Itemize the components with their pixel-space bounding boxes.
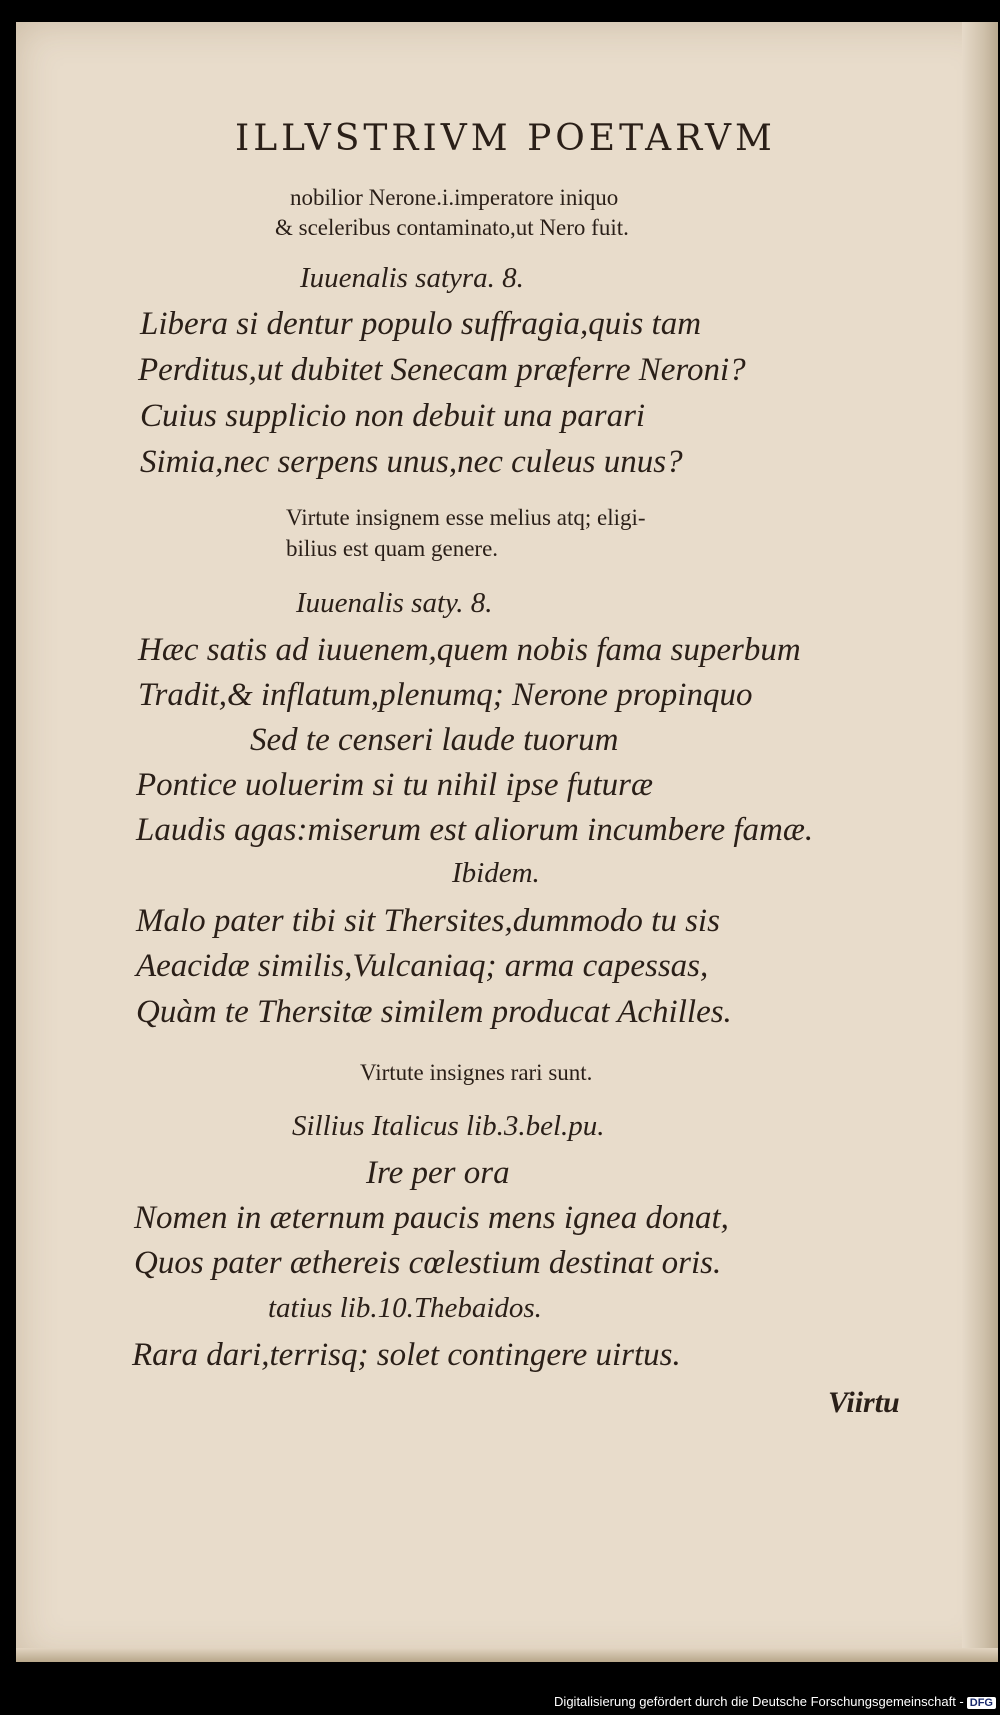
verse-line: Ire per ora bbox=[366, 1155, 510, 1191]
verse-line: Rara dari,terrisq; solet contingere uirtus. bbox=[132, 1337, 681, 1373]
verse-line: Simia,nec serpens unus,nec culeus unus? bbox=[140, 444, 683, 480]
source-heading: Iuuenalis satyra. 8. bbox=[300, 262, 524, 294]
digitization-credit bbox=[554, 1694, 996, 1709]
source-heading: Ibidem. bbox=[452, 857, 540, 889]
source-heading: tatius lib.10.Thebaidos. bbox=[268, 1292, 542, 1324]
page-gutter bbox=[962, 22, 998, 1662]
verse-line: Laudis agas:miserum est aliorum incumbere famæ. bbox=[136, 812, 814, 848]
verse-line: Nomen in æternum paucis mens ignea donat, bbox=[134, 1200, 729, 1236]
verse-line: Sed te censeri laude tuorum bbox=[250, 722, 619, 758]
credit-text: Digitalisierung gefördert durch die Deutsche Forschungsgemeinschaft - bbox=[554, 1694, 964, 1709]
verse-line: Aeacidæ similis,Vulcaniaq; arma capessas, bbox=[136, 948, 709, 984]
prose-line: Virtute insignes rari sunt. bbox=[360, 1060, 593, 1085]
running-header: ILLVSTRIVM POETARVM bbox=[235, 118, 776, 159]
verse-line: Pontice uoluerim si tu nihil ipse futuræ bbox=[136, 767, 653, 803]
verse-line: Perditus,ut dubitet Senecam præferre Neroni? bbox=[138, 352, 746, 388]
verse-line: Malo pater tibi sit Thersites,dummodo tu sis bbox=[136, 903, 720, 939]
page-bottom-edge bbox=[16, 1648, 998, 1662]
catchword: Viirtu bbox=[828, 1386, 900, 1419]
verse-line: Tradit,& inflatum,plenumq; Nerone propinquo bbox=[138, 677, 753, 713]
verse-line: Libera si dentur populo suffragia,quis tam bbox=[140, 306, 702, 342]
verse-line: Quos pater æthereis cœlestium destinat oris. bbox=[134, 1245, 722, 1281]
prose-line: nobilior Nerone.i.imperatore iniquo bbox=[290, 185, 619, 210]
verse-line: Quàm te Thersitæ similem producat Achilles. bbox=[136, 994, 732, 1030]
verse-line: Cuius supplicio non debuit una parari bbox=[140, 398, 646, 434]
verse-line: Hæc satis ad iuuenem,quem nobis fama superbum bbox=[138, 632, 801, 668]
source-heading: Iuuenalis saty. 8. bbox=[296, 587, 493, 619]
prose-line: Virtute insignem esse melius atq; eligi- bbox=[286, 505, 646, 530]
prose-line: bilius est quam genere. bbox=[286, 536, 499, 561]
bleed-through-text bbox=[806, 172, 966, 1392]
prose-line: & sceleribus contaminato,ut Nero fuit. bbox=[275, 215, 629, 240]
source-heading: Sillius Italicus lib.3.bel.pu. bbox=[292, 1110, 605, 1142]
dfg-logo: DFG bbox=[967, 1697, 996, 1709]
